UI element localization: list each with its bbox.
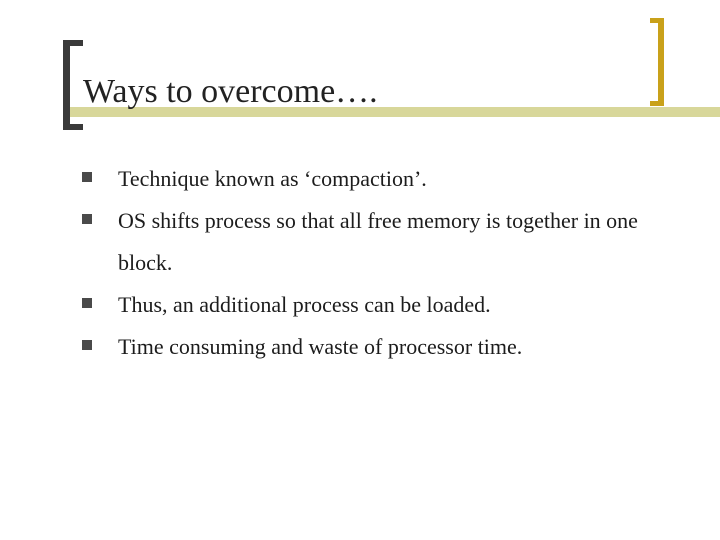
bullet-text: Technique known as ‘compaction’. <box>118 166 427 191</box>
bullet-list <box>82 158 682 368</box>
left-bracket-bottom-decoration <box>63 124 83 130</box>
square-bullet-icon <box>82 298 92 308</box>
bullet-text: OS shifts process so that all free memory is together in one block. <box>118 208 638 275</box>
right-bracket-decoration <box>658 18 664 106</box>
right-bracket-top-decoration <box>650 18 664 23</box>
square-bullet-icon <box>82 214 92 224</box>
square-bullet-icon <box>82 172 92 182</box>
bullet-item <box>82 326 682 368</box>
right-bracket-bottom-decoration <box>650 101 664 106</box>
bullet-text: Time consuming and waste of processor time. <box>118 334 523 359</box>
square-bullet-icon <box>82 340 92 350</box>
bullet-item <box>82 200 682 284</box>
left-bracket-decoration <box>63 40 70 130</box>
bullet-text: Thus, an additional process can be loaded. <box>118 292 491 317</box>
left-bracket-top-decoration <box>63 40 83 46</box>
slide-title: Ways to overcome…. <box>83 73 378 110</box>
bullet-item <box>82 158 682 200</box>
bullet-item <box>82 284 682 326</box>
